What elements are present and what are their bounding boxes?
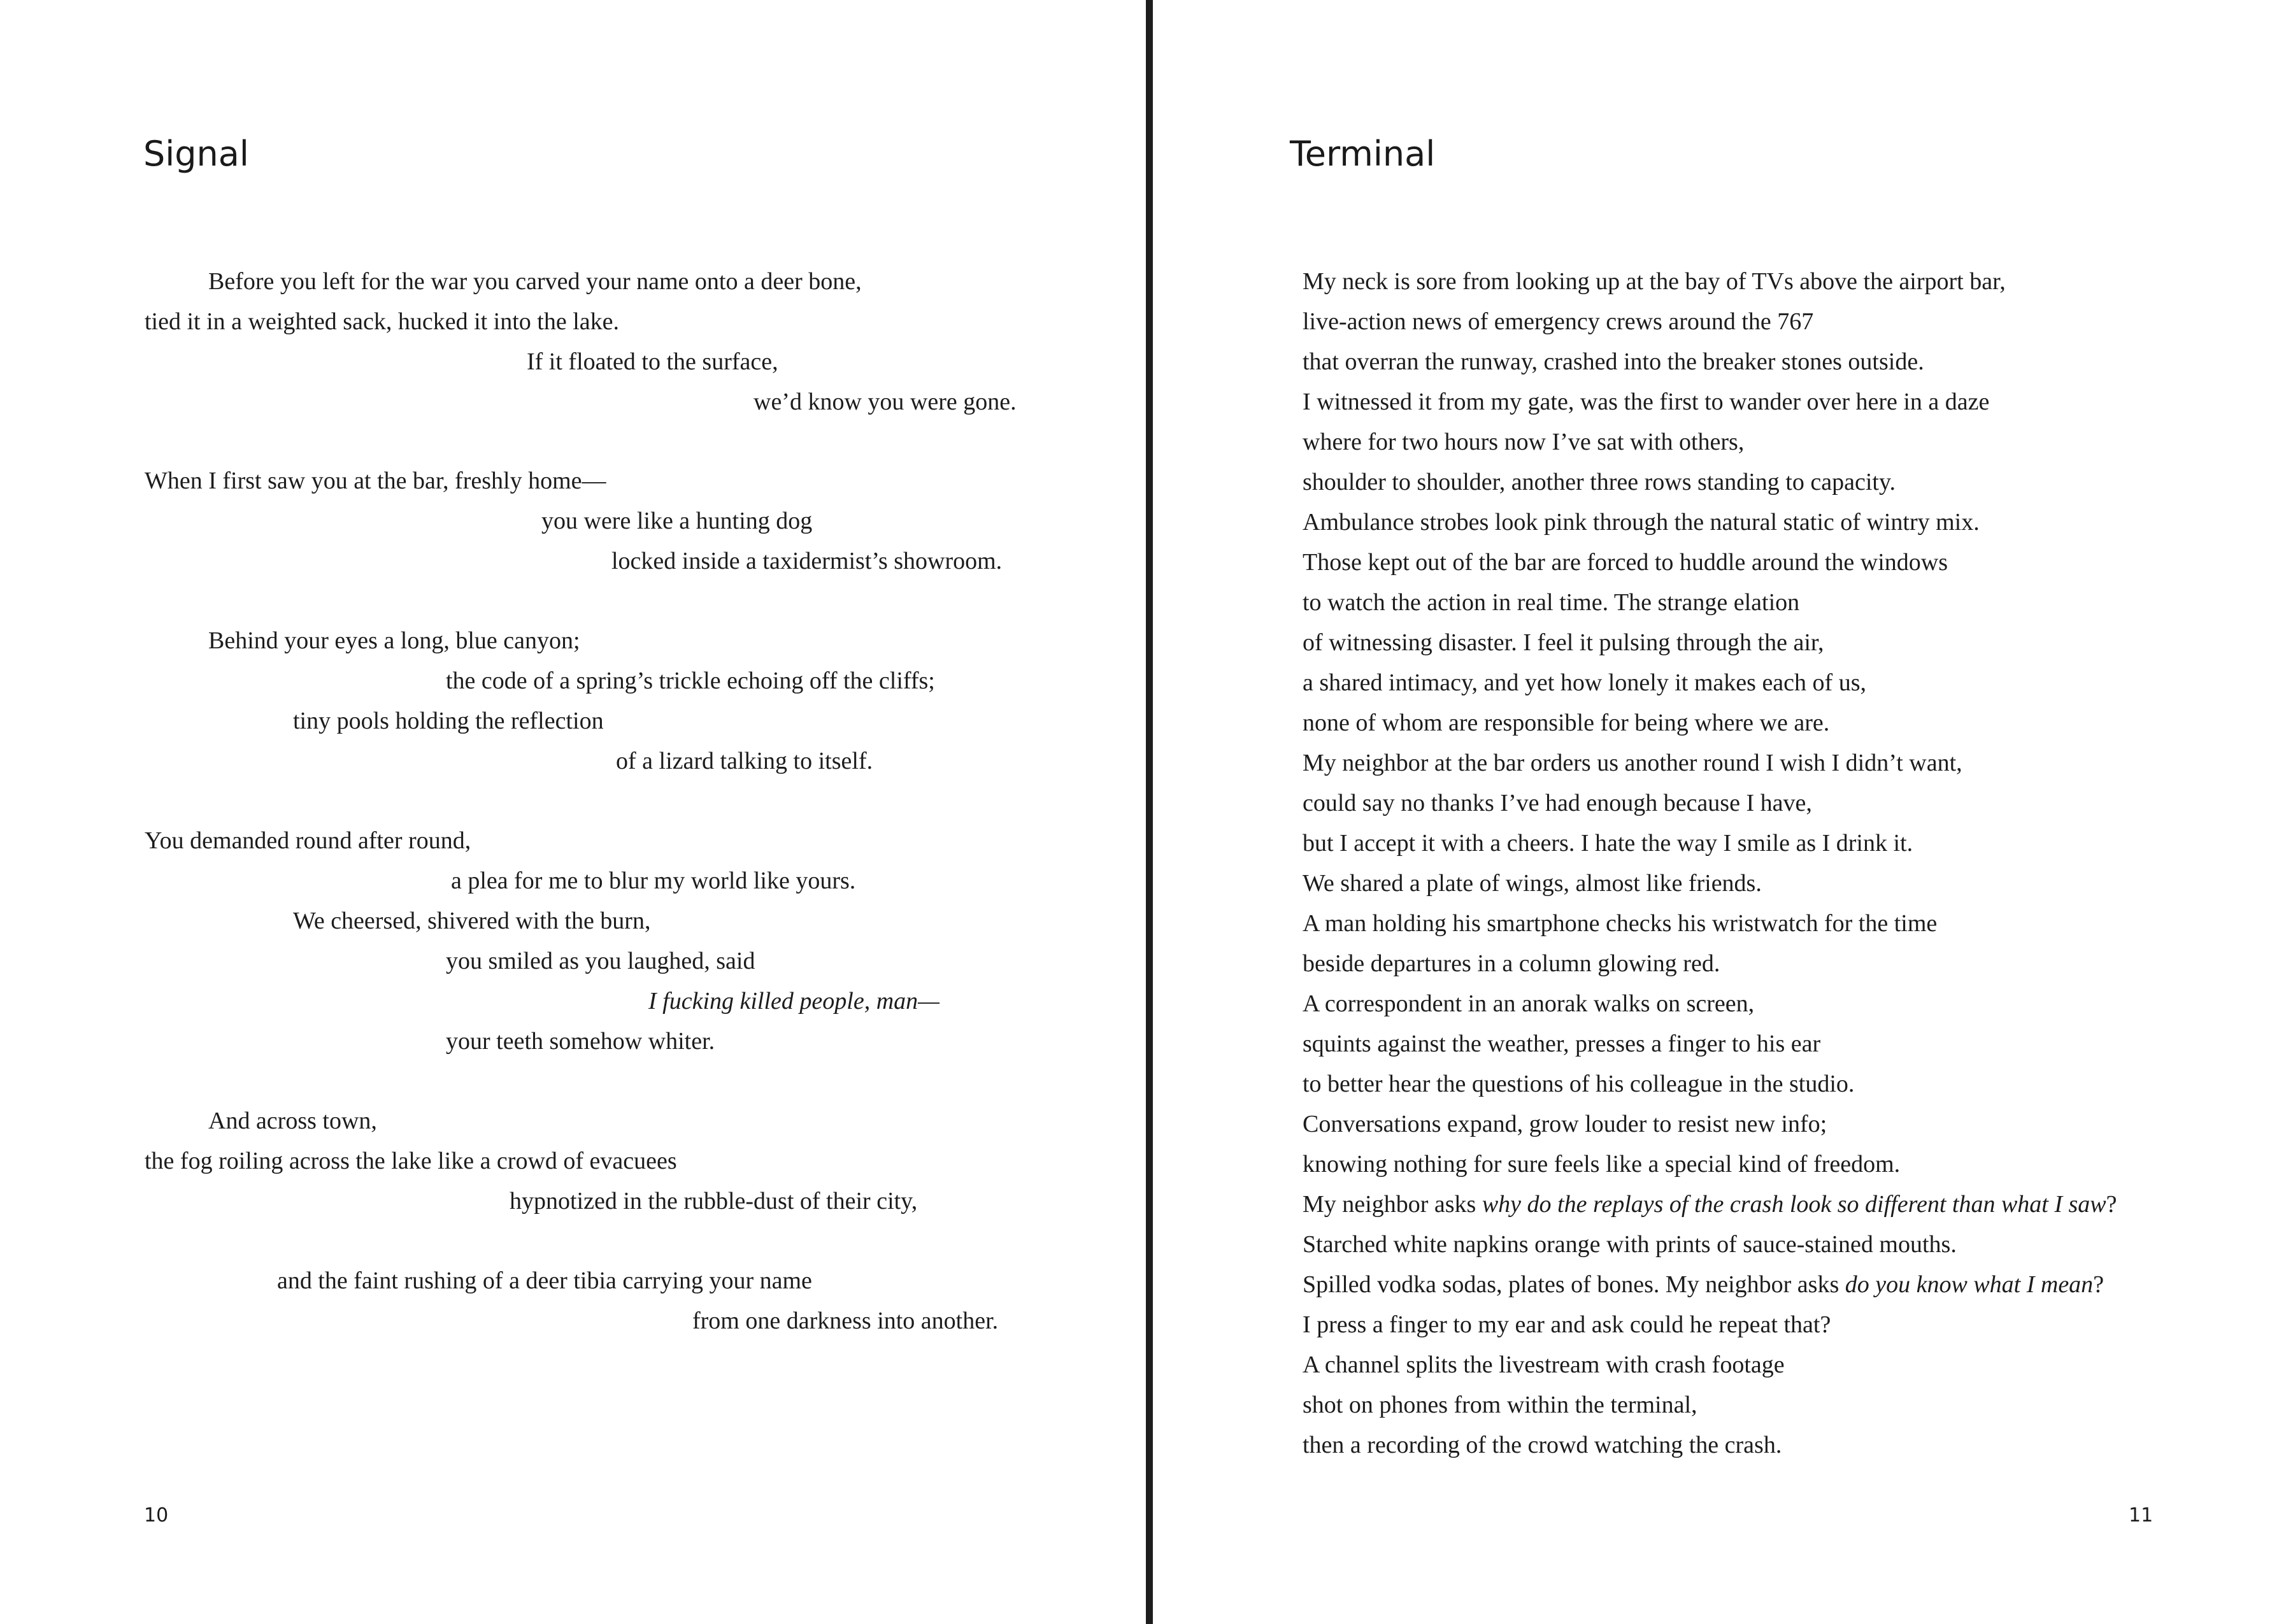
poem-line: A correspondent in an anorak walks on screen,: [1303, 990, 1755, 1017]
poem-line: to watch the action in real time. The strange elation: [1303, 589, 1800, 616]
poem-line: You demanded round after round,: [145, 827, 471, 854]
poem-line: My neck is sore from looking up at the bay of TVs above the airport bar,: [1303, 268, 2006, 295]
poem-line: A man holding his smartphone checks his wristwatch for the time: [1303, 910, 1938, 937]
poem-line: of a lizard talking to itself.: [616, 748, 873, 774]
poem-line: a plea for me to blur my world like yours.: [451, 867, 856, 894]
poem-line: the fog roiling across the lake like a crowd of evacuees: [145, 1148, 677, 1174]
poem-line: you smiled as you laughed, said: [446, 948, 755, 974]
poem-line: and the faint rushing of a deer tibia carrying your name: [277, 1267, 812, 1294]
italic-question: why do the replays of the crash look so different than what I saw: [1482, 1191, 2106, 1218]
poem-line: squints against the weather, presses a finger to his ear: [1303, 1030, 1821, 1057]
poem-line: Before you left for the war you carved your name onto a deer bone,: [208, 268, 862, 295]
poem-line: My neighbor at the bar orders us another round I wish I didn’t want,: [1303, 750, 1962, 776]
poem-line: that overran the runway, crashed into the breaker stones outside.: [1303, 348, 1924, 375]
page-number: 10: [144, 1504, 169, 1527]
poem-line: We cheersed, shivered with the burn,: [293, 908, 651, 934]
poem-line: you were like a hunting dog: [541, 508, 813, 534]
poem-line: a shared intimacy, and yet how lonely it makes each of us,: [1303, 669, 1866, 696]
poem-line: of witnessing disaster. I feel it pulsing through the air,: [1303, 629, 1824, 656]
poem-line: locked inside a taxidermist’s showroom.: [611, 548, 1003, 574]
poem-line: Starched white napkins orange with prints of sauce-stained mouths.: [1303, 1231, 1957, 1258]
line-segment: ?: [2106, 1191, 2117, 1218]
poem-line: tied it in a weighted sack, hucked it into the lake.: [145, 308, 620, 335]
poem-line: shot on phones from within the terminal,: [1303, 1392, 1697, 1418]
poem-title-terminal: Terminal: [1290, 134, 1436, 174]
poem-line: I press a finger to my ear and ask could he repeat that?: [1303, 1311, 1831, 1338]
poem-line: live-action news of emergency crews around the 767: [1303, 308, 1814, 335]
page-number: 11: [2129, 1504, 2154, 1527]
poem-line: And across town,: [208, 1108, 377, 1134]
poem-line: I witnessed it from my gate, was the first to wander over here in a daze: [1303, 388, 1990, 415]
poem-line: A channel splits the livestream with crash footage: [1303, 1351, 1785, 1378]
poem-line: to better hear the questions of his colleague in the studio.: [1303, 1071, 1855, 1097]
poem-line: tiny pools holding the reflection: [293, 708, 604, 734]
poem-line: If it floated to the surface,: [527, 348, 778, 375]
poem-line: beside departures in a column glowing red.: [1303, 950, 1720, 977]
poem-line: Ambulance strobes look pink through the natural static of wintry mix.: [1303, 509, 1980, 536]
italic-question: do you know what I mean: [1845, 1271, 2094, 1298]
poem-title-signal: Signal: [143, 134, 249, 174]
poem-line: We shared a plate of wings, almost like friends.: [1303, 870, 1762, 897]
poem-line: the code of a spring’s trickle echoing off the cliffs;: [446, 667, 935, 694]
poem-line: shoulder to shoulder, another three rows standing to capacity.: [1303, 469, 1896, 495]
poem-line: your teeth somehow whiter.: [446, 1028, 715, 1055]
poem-line: hypnotized in the rubble-dust of their city,: [510, 1188, 918, 1214]
poem-line: Conversations expand, grow louder to resist new info;: [1303, 1111, 1827, 1137]
poem-line: Behind your eyes a long, blue canyon;: [208, 627, 580, 654]
poem-line: from one darkness into another.: [692, 1307, 999, 1334]
poem-line-mixed: [1303, 1272, 2104, 1297]
poem-line: Those kept out of the bar are forced to huddle around the windows: [1303, 549, 1948, 576]
poem-line: none of whom are responsible for being where we are.: [1303, 709, 1830, 736]
poem-line: we’d know you were gone.: [754, 388, 1017, 415]
line-segment: ?: [2093, 1271, 2104, 1298]
poem-line: When I first saw you at the bar, freshly home—: [145, 467, 606, 494]
italic-quote: I fucking killed people, man—: [648, 988, 939, 1015]
line-segment: Spilled vodka sodas, plates of bones. My neighbor asks: [1303, 1271, 1845, 1298]
poem-line: could say no thanks I’ve had enough because I have,: [1303, 790, 1812, 816]
poem-line: knowing nothing for sure feels like a special kind of freedom.: [1303, 1151, 1901, 1178]
line-segment: My neighbor asks: [1303, 1191, 1482, 1218]
poem-line: where for two hours now I’ve sat with others,: [1303, 429, 1745, 455]
poem-line: but I accept it with a cheers. I hate the way I smile as I drink it.: [1303, 830, 1913, 857]
poem-line-mixed: [1303, 1192, 2117, 1216]
poem-line: then a recording of the crowd watching the crash.: [1303, 1432, 1782, 1458]
